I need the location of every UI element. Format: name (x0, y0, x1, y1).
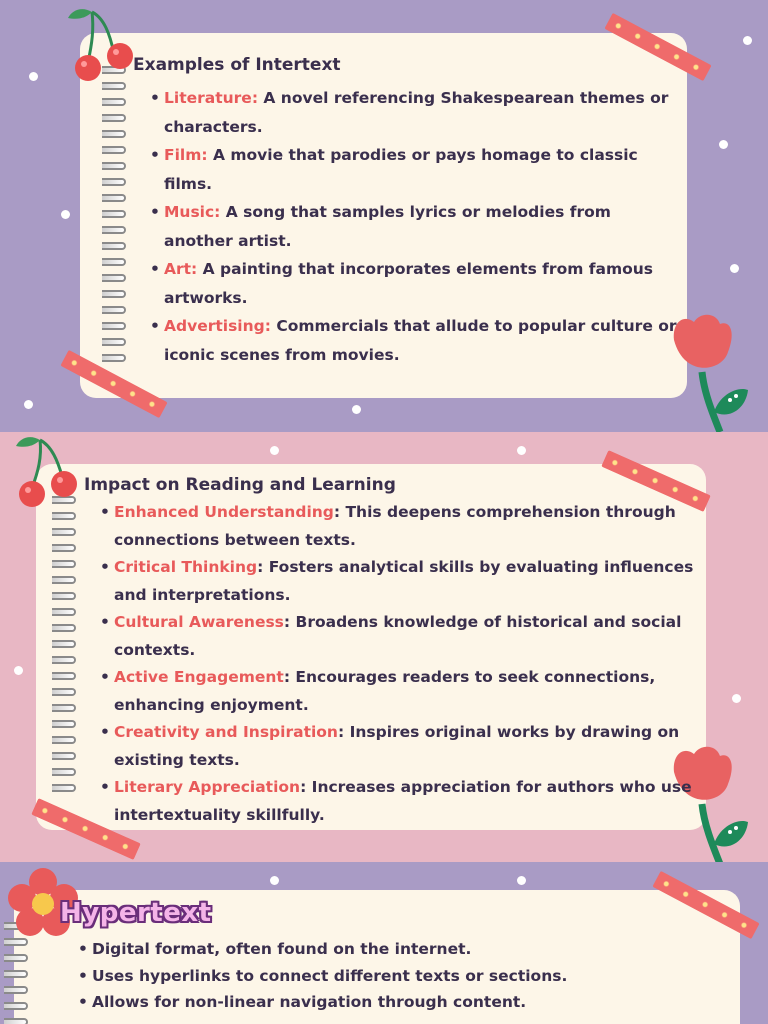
list-item: • Enhanced Understanding: This deepens comprehension through connections between texts. (100, 499, 694, 554)
list-item: • Art: A painting that incorporates elements from famous artworks. (150, 255, 684, 312)
examples-list (150, 84, 684, 369)
list-item: • Digital format, often found on the internet. (78, 936, 742, 963)
list-item: • Creativity and Inspiration: Inspires original works by drawing on existing texts. (100, 719, 694, 774)
dot-decoration (732, 694, 741, 703)
dot-decoration (270, 876, 279, 885)
spiral-binding (52, 496, 80, 800)
list-item: • Literature: A novel referencing Shakespearean themes or characters. (150, 84, 684, 141)
impact-heading: Impact on Reading and Learning (84, 475, 396, 495)
cherry-icon (64, 4, 140, 84)
examples-heading: Examples of Intertext (133, 55, 341, 75)
dot-decoration (61, 210, 70, 219)
dot-decoration (14, 666, 23, 675)
dot-decoration (352, 405, 361, 414)
section-impact-band (0, 432, 768, 862)
dot-decoration (719, 140, 728, 149)
list-item: • Literary Appreciation: Increases appreciation for authors who use intertextuality skillfully. (100, 774, 694, 829)
dot-decoration (730, 264, 739, 273)
hypertext-list (78, 936, 742, 1016)
cherry-icon (12, 432, 88, 512)
dot-decoration (270, 446, 279, 455)
list-item: • Critical Thinking: Fosters analytical skills by evaluating influences and interpretations. (100, 554, 694, 609)
list-item: • Film: A movie that parodies or pays homage to classic films. (150, 141, 684, 198)
list-item: • Music: A song that samples lyrics or melodies from another artist. (150, 198, 684, 255)
hypertext-title: Hypertext (60, 898, 212, 928)
dot-decoration (743, 36, 752, 45)
impact-list (100, 499, 694, 829)
dot-decoration (29, 72, 38, 81)
dot-decoration (24, 400, 33, 409)
list-item: • Active Engagement: Encourages readers to seek connections, enhancing enjoyment. (100, 664, 694, 719)
dot-decoration (517, 446, 526, 455)
section-hypertext-band (0, 862, 768, 1024)
dot-decoration (517, 876, 526, 885)
list-item: • Cultural Awareness: Broadens knowledge of historical and social contexts. (100, 609, 694, 664)
list-item: • Uses hyperlinks to connect different texts or sections. (78, 963, 742, 990)
list-item: • Advertising: Commercials that allude to popular culture or iconic scenes from movies. (150, 312, 684, 369)
list-item: • Allows for non-linear navigation through content. (78, 989, 742, 1016)
spiral-binding (102, 66, 130, 370)
section-examples-band (0, 0, 768, 432)
